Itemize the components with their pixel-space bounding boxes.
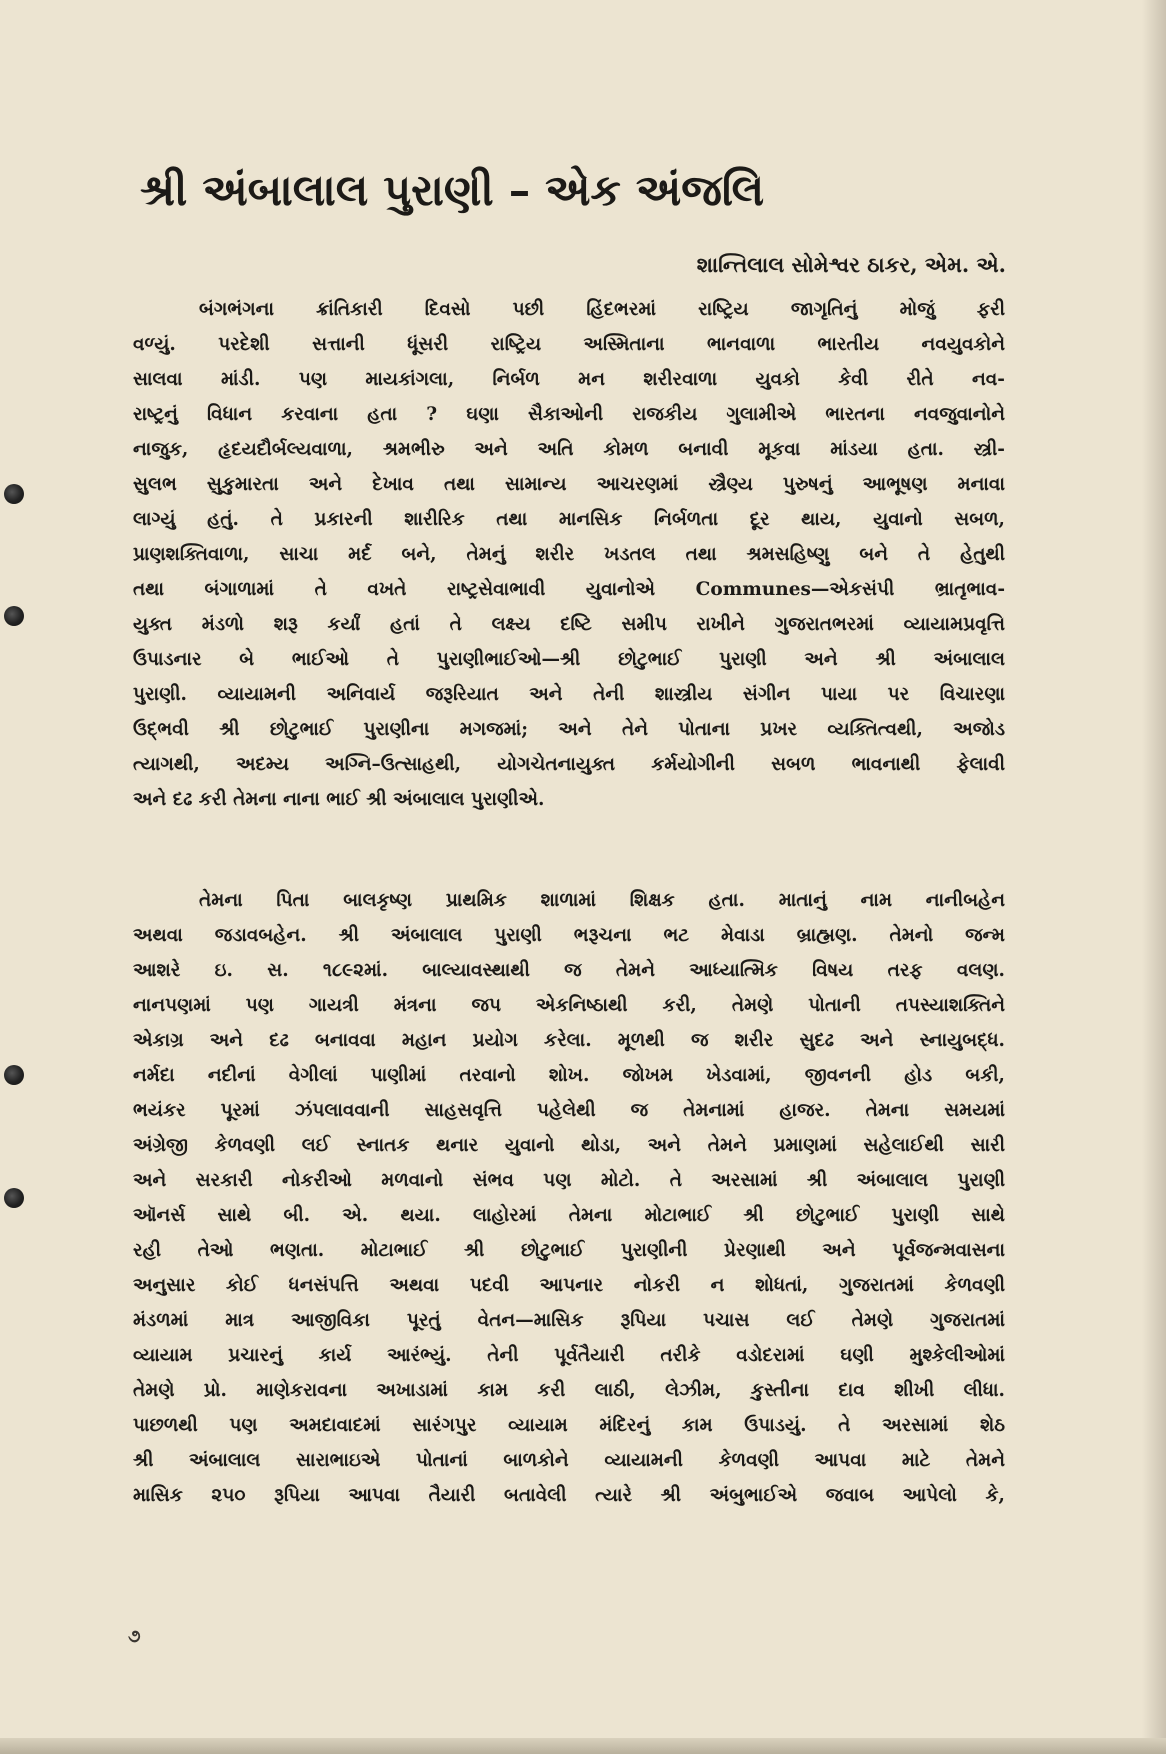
text-line: પ્રાણશક્તિવાળા, સાચા મર્દ બને, તેમનું શરીર ખડતલ તથા શ્રમસહિષ્ણુ બને તે હેતુથી xyxy=(133,544,1005,565)
text-line: નાજુક, હૃદયદૌર્બલ્યવાળા, શ્રમભીરુ અને અતિ કોમળ બનાવી મૂકવા માંડયા હતા. સ્ત્રી- xyxy=(133,439,1005,460)
text-line: ઉપાડનાર બે ભાઈઓ તે પુરાણીભાઈઓ—શ્રી છોટુભાઈ પુરાણી અને શ્રી અંબાલાલ xyxy=(133,649,1005,670)
text-line: અને દઢ કરી તેમના નાના ભાઈ શ્રી અંબાલાલ પુરાણીએ. xyxy=(133,789,545,810)
text-line: બંગભંગના ક્રાંતિકારી દિવસો પછી હિંદભરમાં રાષ્ટ્રિય જાગૃતિનું મોજું ફરી xyxy=(199,299,1005,320)
text-line: અનુસાર કોઈ ધનસંપત્તિ અથવા પદવી આપનાર નોકરી ન શોધતાં, ગુજરાતમાં કેળવણી xyxy=(133,1275,1005,1296)
text-line: યુક્ત મંડળો શરૂ કર્યાં હતાં તે લક્ષ્ય દષ્ટિ સમીપ રાખીને ગુજરાતભરમાં વ્યાયામપ્રવૃત્તિ xyxy=(133,614,1005,635)
text-line: ત્યાગથી, અદમ્ય અગ્નિ–ઉત્સાહથી, યોગચેતનાયુક્ત કર્મયોગીની સબળ ભાવનાથી ફેલાવી xyxy=(133,754,1005,775)
text-line: નાનપણમાં પણ ગાયત્રી મંત્રના જપ એકનિષ્ઠાથી કરી, તેમણે પોતાની તપસ્યાશક્તિને xyxy=(133,995,1005,1016)
text-line: ઉદ્ભવી શ્રી છોટુભાઈ પુરાણીના મગજમાં; અને તેને પોતાના પ્રખર વ્યક્તિત્વથી, અજોડ xyxy=(133,719,1005,740)
text-line: આશરે ઇ. સ. ૧૮૯૨માં. બાલ્યાવસ્થાથી જ તેમને આધ્યાત્મિક વિષય તરફ વલણ. xyxy=(133,960,1005,981)
text-line: સુલભ સુકુમારતા અને દેખાવ તથા સામાન્ય આચરણમાં સ્ત્રૈણ્ય પુરુષનું આભૂષણ મનાવા xyxy=(133,474,1005,495)
text-line: પાછળથી પણ અમદાવાદમાં સારંગપુર વ્યાયામ મંદિરનું કામ ઉપાડયું. તે અરસામાં શેઠ xyxy=(133,1415,1005,1436)
scan-edge-shadow xyxy=(1142,0,1166,1754)
page-number: ૭ xyxy=(128,1626,141,1647)
text-line: શ્રી અંબાલાલ સારાભાઇએ પોતાનાં બાળકોને વ્યાયામની કેળવણી આપવા માટે તેમને xyxy=(133,1450,1005,1471)
text-line: વ્યાયામ પ્રચારનું કાર્ય આરંભ્યું. તેની પૂર્વતૈયારી તરીકે વડોદરામાં ઘણી મુશ્કેલીઓમાં xyxy=(133,1345,1005,1366)
text-line: મંડળમાં માત્ર આજીવિકા પૂરતું વેતન—માસિક રૂપિયા પચાસ લઈ તેમણે ગુજરાતમાં xyxy=(133,1310,1005,1331)
text-line: વળ્યું. પરદેશી સત્તાની ધૂંસરી રાષ્ટ્રિય અસ્મિતાના ભાનવાળા ભારતીય નવયુવકોને xyxy=(133,334,1005,355)
paragraph xyxy=(133,883,1005,1513)
text-line: પુરાણી. વ્યાયામની અનિવાર્ય જરૂરિયાત અને તેની શાસ્ત્રીય સંગીન પાયા પર વિચારણા xyxy=(133,684,1005,705)
punch-hole xyxy=(4,1188,24,1208)
text-line: માસિક ૨૫૦ રૂપિયા આપવા તૈયારી બતાવેલી ત્યારે શ્રી અંબુભાઈએ જવાબ આપેલો કે, xyxy=(133,1485,1005,1506)
text-line: અથવા જડાવબહેન. શ્રી અંબાલાલ પુરાણી ભરૂચના ભટ મેવાડા બ્રાહ્મણ. તેમનો જન્મ xyxy=(133,925,1005,946)
paragraph xyxy=(133,292,1005,817)
text-line: લાગ્યું હતું. તે પ્રકારની શારીરિક તથા માનસિક નિર્બળતા દૂર થાય, યુવાનો સબળ, xyxy=(133,509,1005,530)
scan-bottom-edge xyxy=(0,1738,1166,1754)
text-line: અંગ્રેજી કેળવણી લઈ સ્નાતક થનાર યુવાનો થોડા, અને તેમને પ્રમાણમાં સહેલાઈથી સારી xyxy=(133,1135,1005,1156)
text-line: નર્મદા નદીનાં વેગીલાં પાણીમાં તરવાનો શોખ. જોખમ ખેડવામાં, જીવનની હોડ બકી, xyxy=(133,1065,1005,1086)
text-line: ભયંકર પૂરમાં ઝંપલાવવાની સાહસવૃત્તિ પહેલેથી જ તેમનામાં હાજર. તેમના સમયમાં xyxy=(133,1100,1005,1121)
text-line: સાલવા માંડી. પણ માયકાંગલા, નિર્બળ મન શરીરવાળા યુવકો કેવી રીતે નવ- xyxy=(133,369,1005,390)
punch-hole xyxy=(4,1065,24,1085)
punch-hole xyxy=(4,484,24,504)
text-line: ઑનર્સ સાથે બી. એ. થયા. લાહોરમાં તેમના મોટાભાઈ શ્રી છોટુભાઈ પુરાણી સાથે xyxy=(133,1205,1005,1226)
text-line: રાષ્ટ્રનું વિધાન કરવાના હતા ? ઘણા સૈકાઓની રાજકીય ગુલામીએ ભારતના નવજુવાનોને xyxy=(133,404,1005,425)
text-line: તેમણે પ્રો. માણેકરાવના અખાડામાં કામ કરી લાઠી, લેઝીમ, કુસ્તીના દાવ શીખી લીધા. xyxy=(133,1380,1005,1401)
article-title: શ્રી અંબાલાલ પુરાણી – એક અંજલિ xyxy=(140,166,765,216)
text-line: તેમના પિતા બાલકૃષ્ણ પ્રાથમિક શાળામાં શિક્ષક હતા. માતાનું નામ નાનીબહેન xyxy=(199,890,1005,911)
text-line: અને સરકારી નોકરીઓ મળવાનો સંભવ પણ મોટો. તે અરસામાં શ્રી અંબાલાલ પુરાણી xyxy=(133,1170,1005,1191)
text-line: તથા બંગાળામાં તે વખતે રાષ્ટ્રસેવાભાવી યુવાનોએ Communes—એકસંપી ભ્રાતૃભાવ- xyxy=(133,579,1005,600)
text-line: રહી તેઓ ભણતા. મોટાભાઈ શ્રી છોટુભાઈ પુરાણીની પ્રેરણાથી અને પૂર્વજન્મવાસના xyxy=(133,1240,1005,1261)
article-author: શાન્તિલાલ સોમેશ્વર ઠાકર, એમ. એ. xyxy=(696,252,1006,277)
text-line: એકાગ્ર અને દઢ બનાવવા મહાન પ્રયોગ કરેલા. મૂળથી જ શરીર સુદઢ અને સ્નાયુબદ્ધ. xyxy=(133,1030,1005,1051)
punch-hole xyxy=(4,606,24,626)
